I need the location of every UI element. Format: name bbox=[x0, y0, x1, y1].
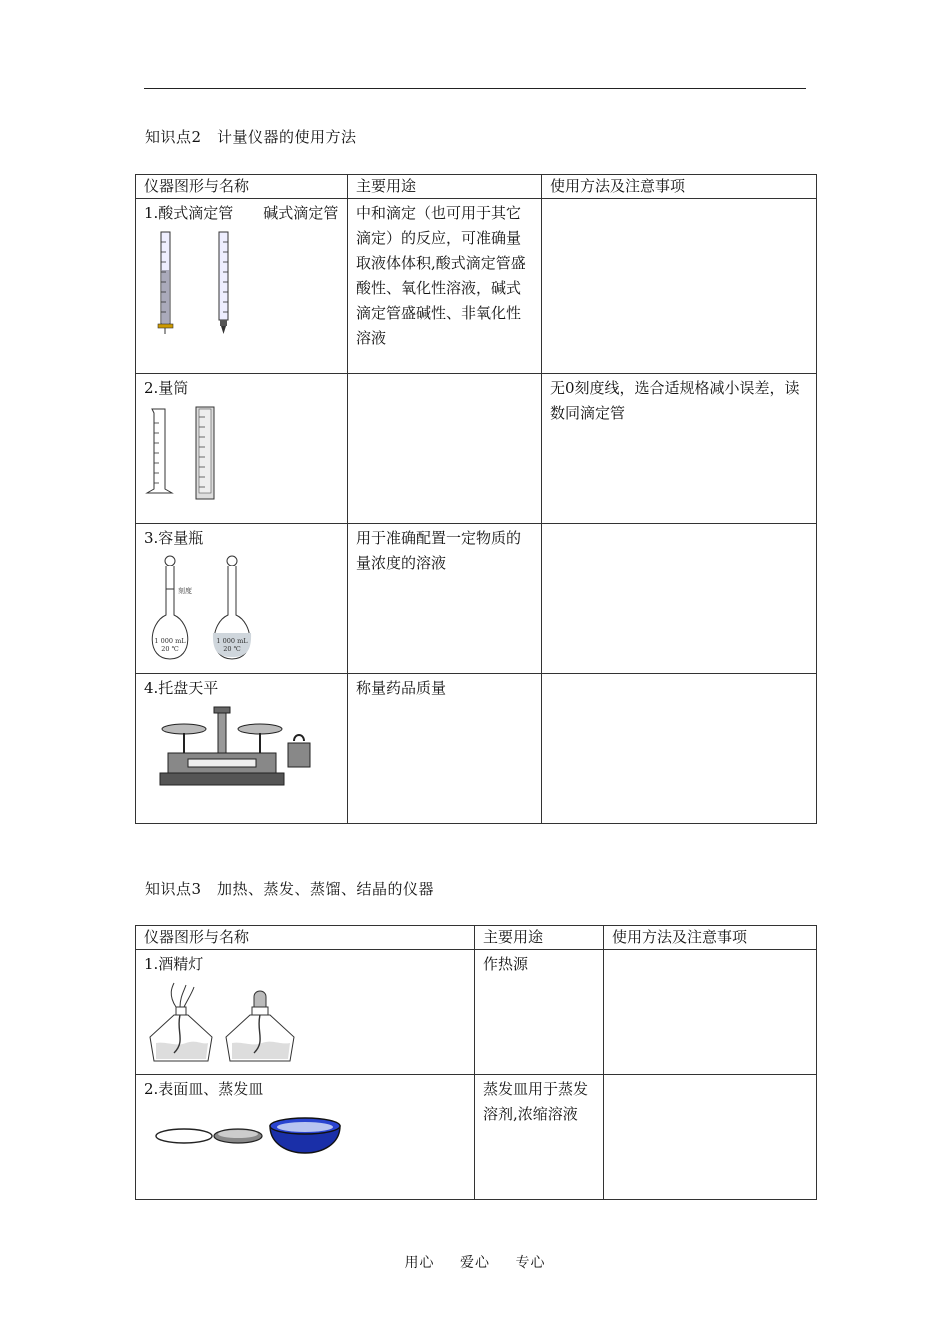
footer-text: 爱心 bbox=[460, 1255, 490, 1271]
instrument-name: 1.酸式滴定管 碱式滴定管 bbox=[144, 204, 339, 222]
notes-cell bbox=[542, 199, 817, 374]
use-cell bbox=[348, 374, 542, 524]
instrument-cell bbox=[136, 374, 348, 524]
alcohol-lamp-illustration bbox=[146, 981, 326, 1063]
balance-illustration bbox=[158, 705, 318, 797]
flask-temp-label: 20 ℃ bbox=[161, 645, 179, 653]
volumetric-flask-icon bbox=[213, 556, 251, 659]
column-header: 主要用途 bbox=[475, 926, 604, 950]
notes-cell bbox=[542, 674, 817, 824]
section-title-3: 知识点3 加热、蒸发、蒸馏、结晶的仪器 bbox=[145, 880, 435, 898]
table-row bbox=[136, 374, 817, 524]
table-row bbox=[136, 1075, 817, 1200]
instrument-cell bbox=[136, 950, 475, 1075]
column-header: 仪器图形与名称 bbox=[136, 175, 348, 199]
use-cell: 中和滴定（也可用于其它滴定）的反应，可准确量取液体体积,酸式滴定管盛酸性、氧化性溶液，碱式滴定管盛碱性、非氧化性溶液 bbox=[348, 199, 542, 374]
watch-glass-icon bbox=[156, 1129, 212, 1143]
table-row bbox=[136, 199, 817, 374]
flask-volume-label: 1 000 mL bbox=[216, 637, 248, 645]
dishes-illustration bbox=[154, 1114, 354, 1164]
graduated-cylinder-large-icon bbox=[196, 407, 214, 499]
footer-text: 专心 bbox=[515, 1255, 546, 1271]
instrument-cell bbox=[136, 674, 348, 824]
instrument-cell bbox=[136, 524, 348, 674]
use-cell: 作热源 bbox=[475, 950, 604, 1075]
table-row bbox=[136, 524, 817, 674]
graduated-cylinder-icon bbox=[147, 409, 172, 493]
header-rule bbox=[144, 88, 806, 89]
notes-cell bbox=[604, 1075, 817, 1200]
instrument-cell bbox=[136, 1075, 475, 1200]
table-header-row bbox=[136, 175, 817, 199]
volumetric-flask-illustration bbox=[144, 555, 274, 663]
graduated-cylinder-illustration bbox=[144, 405, 264, 505]
burette-illustration bbox=[144, 230, 264, 338]
heating-instruments-table bbox=[135, 925, 817, 1200]
evaporating-dish-icon bbox=[270, 1118, 340, 1153]
instrument-name: 3.容量瓶 bbox=[144, 529, 204, 547]
watch-glass-dark-icon bbox=[214, 1129, 262, 1143]
balance-icon bbox=[160, 707, 284, 785]
table-row bbox=[136, 950, 817, 1075]
table-row bbox=[136, 674, 817, 824]
instrument-name: 2.表面皿、蒸发皿 bbox=[144, 1080, 264, 1098]
flask-volume-label: 1 000 mL bbox=[154, 637, 186, 645]
instrument-name: 1.酒精灯 bbox=[144, 955, 204, 973]
alcohol-lamp-lit-icon bbox=[150, 983, 212, 1061]
instrument-name: 4.托盘天平 bbox=[144, 679, 219, 697]
column-header: 使用方法及注意事项 bbox=[542, 175, 817, 199]
notes-cell bbox=[542, 524, 817, 674]
instrument-name: 2.量筒 bbox=[144, 379, 189, 397]
flask-temp-label: 20 ℃ bbox=[223, 645, 241, 653]
flask-mark-label: 刻度 bbox=[178, 587, 192, 595]
volumetric-flask-icon bbox=[152, 556, 192, 659]
column-header: 使用方法及注意事项 bbox=[604, 926, 817, 950]
measuring-instruments-table bbox=[135, 174, 817, 824]
footer-text: 用心 bbox=[404, 1255, 435, 1271]
section-title-2: 知识点2 计量仪器的使用方法 bbox=[145, 128, 357, 146]
weight-icon bbox=[288, 735, 310, 767]
page-footer bbox=[0, 1252, 950, 1272]
use-cell: 称量药品质量 bbox=[348, 674, 542, 824]
acid-burette-icon bbox=[158, 232, 173, 334]
base-burette-icon bbox=[219, 232, 228, 334]
use-cell: 蒸发皿用于蒸发溶剂,浓缩溶液 bbox=[475, 1075, 604, 1200]
instrument-cell bbox=[136, 199, 348, 374]
notes-cell: 无0刻度线，选合适规格减小误差，读数同滴定管 bbox=[542, 374, 817, 524]
column-header: 主要用途 bbox=[348, 175, 542, 199]
alcohol-lamp-capped-icon bbox=[226, 991, 294, 1061]
column-header: 仪器图形与名称 bbox=[136, 926, 475, 950]
use-cell: 用于准确配置一定物质的量浓度的溶液 bbox=[348, 524, 542, 674]
table-header-row bbox=[136, 926, 817, 950]
notes-cell bbox=[604, 950, 817, 1075]
